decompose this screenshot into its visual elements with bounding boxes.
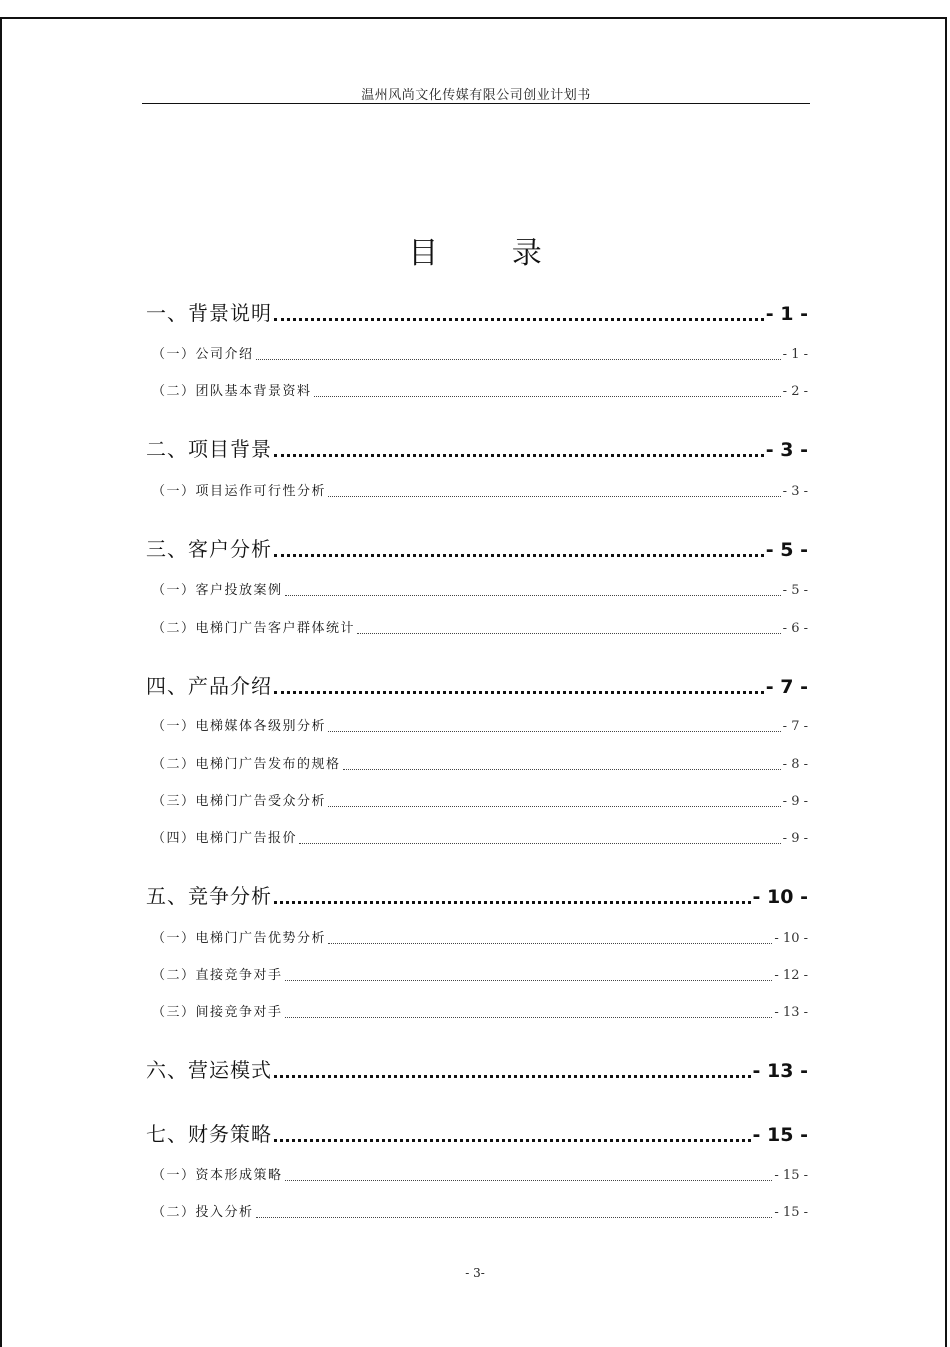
dot-leader (274, 300, 764, 326)
toc-entry-subsection[interactable] (152, 756, 808, 774)
toc-entry-section[interactable] (146, 673, 808, 699)
toc-entry-label: （一）客户投放案例 (152, 583, 283, 598)
toc-entry-label: （一）电梯媒体各级别分析 (152, 719, 327, 734)
toc-entry-label: 二、项目背景 (146, 437, 272, 461)
toc-entry-page: - 7 - (765, 676, 808, 698)
toc-entry-subsection[interactable] (152, 1204, 808, 1222)
toc-entry-subsection[interactable] (152, 620, 808, 638)
dot-leader (328, 793, 781, 811)
toc-entry-page: - 15 - (752, 1124, 808, 1146)
toc-entry-label: （二）团队基本背景资料 (152, 384, 312, 399)
toc-entry-page: - 6 - (782, 621, 808, 636)
toc-entry-page: - 8 - (782, 757, 808, 772)
toc-entry-label: 七、财务策略 (146, 1122, 272, 1146)
dot-leader (285, 582, 781, 600)
toc-entry-label: 六、营运模式 (146, 1058, 272, 1082)
toc-entry-label: 四、产品介绍 (146, 674, 272, 698)
dot-leader (328, 930, 772, 948)
page-number: - 3- (465, 1266, 485, 1280)
toc-entry-page: - 15 - (774, 1205, 808, 1220)
toc-entry-subsection[interactable] (152, 483, 808, 501)
toc-entry-label: （三）间接竞争对手 (152, 1005, 283, 1020)
header-rule (142, 103, 810, 104)
dot-leader (314, 383, 781, 401)
toc-entry-label: （一）资本形成策略 (152, 1168, 283, 1183)
toc-entry-section[interactable] (146, 1057, 808, 1083)
toc-entry-label: （三）电梯门广告受众分析 (152, 794, 327, 809)
toc-entry-page: - 3 - (782, 484, 808, 499)
toc-entry-subsection[interactable] (152, 930, 808, 948)
toc-entry-subsection[interactable] (152, 383, 808, 401)
toc-entry-page: - 10 - (752, 886, 808, 908)
toc-entry-section[interactable] (146, 436, 808, 462)
toc-entry-page: - 5 - (765, 539, 808, 561)
dot-leader (274, 1057, 751, 1083)
toc-entry-page: - 1 - (782, 347, 808, 362)
toc-entry-page: - 15 - (774, 1168, 808, 1183)
toc-entry-page: - 13 - (774, 1005, 808, 1020)
toc-entry-page: - 13 - (752, 1060, 808, 1082)
toc-title: 目 录 (408, 236, 574, 271)
toc-entry-page: - 9 - (782, 831, 808, 846)
toc-entry-page: - 10 - (774, 931, 808, 946)
toc-entry-page: - 2 - (782, 384, 808, 399)
toc-entry-label: （二）投入分析 (152, 1205, 254, 1220)
dot-leader (285, 1167, 773, 1185)
toc-entry-subsection[interactable] (152, 1004, 808, 1022)
toc-entry-label: （二）电梯门广告客户群体统计 (152, 621, 356, 636)
running-header: 温州风尚文化传媒有限公司创业计划书 (361, 88, 591, 103)
toc-entry-page: - 7 - (782, 719, 808, 734)
toc-entry-section[interactable] (146, 300, 808, 326)
toc-entry-section[interactable] (146, 883, 808, 909)
toc-entry-page: - 12 - (774, 968, 808, 983)
dot-leader (274, 883, 751, 909)
toc-entry-section[interactable] (146, 1121, 808, 1147)
toc-entry-subsection[interactable] (152, 346, 808, 364)
toc-entry-label: （四）电梯门广告报价 (152, 831, 298, 846)
dot-leader (256, 346, 781, 364)
dot-leader (357, 620, 781, 638)
dot-leader (256, 1204, 773, 1222)
toc-entry-label: （二）电梯门广告发布的规格 (152, 757, 341, 772)
toc-entry-subsection[interactable] (152, 718, 808, 736)
dot-leader (274, 673, 764, 699)
toc-entry-label: （二）直接竞争对手 (152, 968, 283, 983)
toc-entry-label: （一）公司介绍 (152, 347, 254, 362)
toc-entry-label: （一）电梯门广告优势分析 (152, 931, 327, 946)
toc-entry-label: 一、背景说明 (146, 301, 272, 325)
dot-leader (274, 1121, 751, 1147)
toc-entry-page: - 5 - (782, 583, 808, 598)
dot-leader (274, 436, 764, 462)
toc-entry-label: （一）项目运作可行性分析 (152, 484, 327, 499)
dot-leader (343, 756, 781, 774)
dot-leader (299, 830, 781, 848)
dot-leader (285, 967, 773, 985)
toc-entry-subsection[interactable] (152, 830, 808, 848)
toc-entry-section[interactable] (146, 536, 808, 562)
dot-leader (328, 483, 781, 501)
dot-leader (285, 1004, 773, 1022)
toc-entry-subsection[interactable] (152, 582, 808, 600)
toc-entry-label: 三、客户分析 (146, 537, 272, 561)
dot-leader (328, 718, 781, 736)
toc-entry-subsection[interactable] (152, 1167, 808, 1185)
dot-leader (274, 536, 764, 562)
toc-entry-page: - 3 - (765, 439, 808, 461)
toc-entry-subsection[interactable] (152, 967, 808, 985)
toc-entry-label: 五、竞争分析 (146, 884, 272, 908)
toc-entry-page: - 9 - (782, 794, 808, 809)
toc-entry-page: - 1 - (765, 303, 808, 325)
toc-entry-subsection[interactable] (152, 793, 808, 811)
